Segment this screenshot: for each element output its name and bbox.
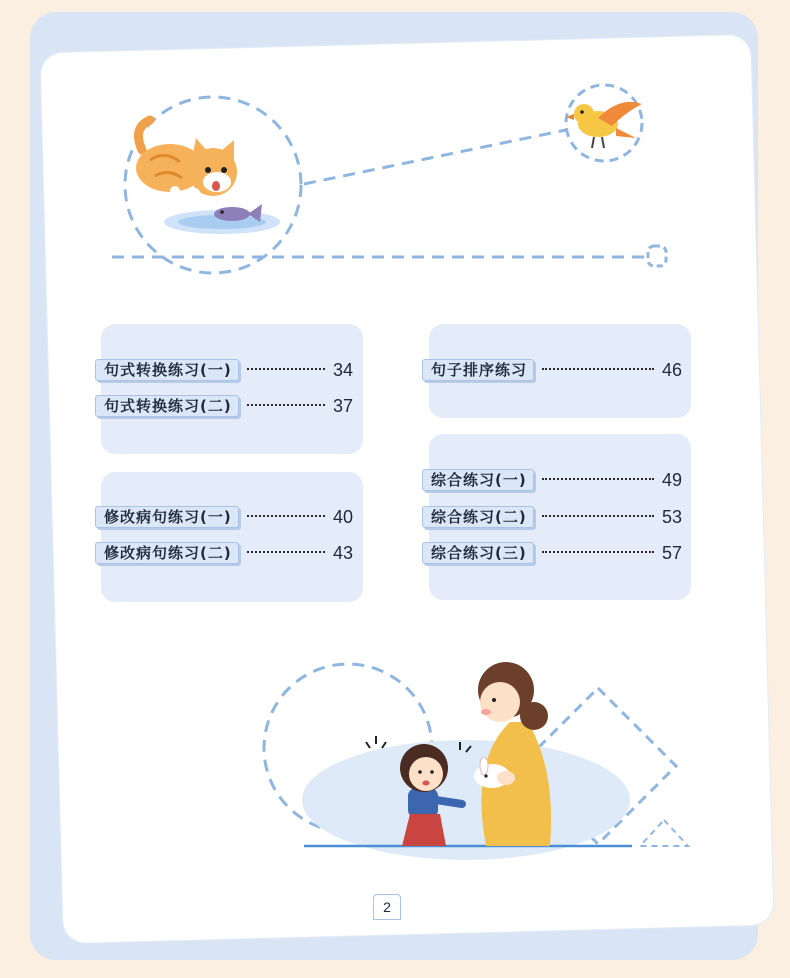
toc-entry[interactable] <box>422 506 682 528</box>
toc-entry-title: 句式转换练习(二) <box>95 395 239 417</box>
toc-entry[interactable] <box>95 542 353 564</box>
toc-card-left-top <box>101 324 363 454</box>
dot-leader <box>247 551 325 553</box>
dot-leader <box>247 368 325 370</box>
dot-leader <box>542 515 654 517</box>
toc-entry[interactable] <box>95 359 353 381</box>
toc-entry-page: 53 <box>661 506 682 527</box>
toc-entry-page: 43 <box>332 542 353 563</box>
toc-entry-title: 修改病句练习(一) <box>95 506 239 528</box>
dot-leader <box>542 368 654 370</box>
toc-entry-page: 37 <box>332 395 353 416</box>
toc-entry[interactable] <box>95 506 353 528</box>
toc-entry-page: 34 <box>332 359 353 380</box>
dot-leader <box>247 404 325 406</box>
toc-entry-title: 综合练习(一) <box>422 469 534 491</box>
dot-leader <box>247 515 325 517</box>
toc-entry-page: 46 <box>661 359 682 380</box>
bird-icon <box>566 102 642 148</box>
page-number: 2 <box>373 894 401 920</box>
toc-entry-title: 综合练习(三) <box>422 542 534 564</box>
toc-entry-page: 40 <box>332 506 353 527</box>
dashed-connector <box>304 130 566 184</box>
dot-leader <box>542 551 654 553</box>
toc-entry-title: 修改病句练习(二) <box>95 542 239 564</box>
toc-entry-title: 句子排序练习 <box>422 359 534 381</box>
toc-entry-title: 句式转换练习(一) <box>95 359 239 381</box>
toc-entry-page: 57 <box>661 542 682 563</box>
toc-entry-page: 49 <box>661 469 682 490</box>
toc-entry-title: 综合练习(二) <box>422 506 534 528</box>
toc-entry[interactable] <box>422 469 682 491</box>
toc-entry[interactable] <box>422 542 682 564</box>
toc-card-left-bottom <box>101 472 363 602</box>
toc-entry[interactable] <box>422 359 682 381</box>
toc-entry[interactable] <box>95 395 353 417</box>
dot-leader <box>542 478 654 480</box>
